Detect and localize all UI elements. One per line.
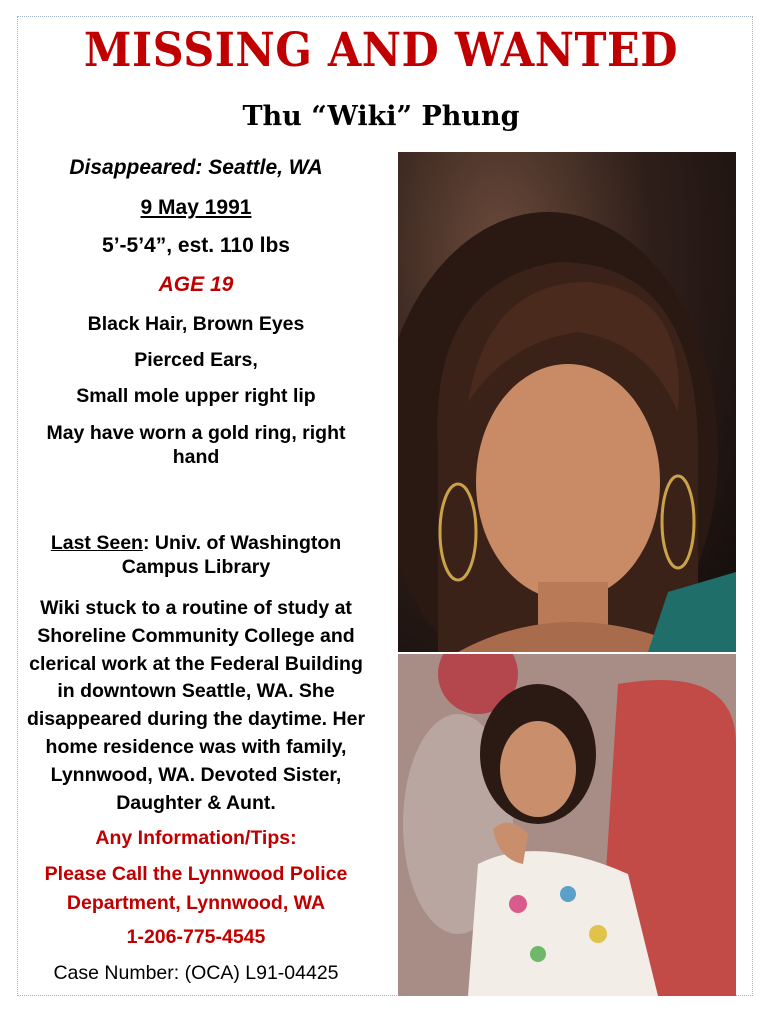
disappeared-date: 9 May 1991	[140, 196, 252, 219]
last-seen-label: Last Seen	[50, 532, 143, 554]
poster-title: MISSING AND WANTED	[83, 23, 679, 78]
ring-description: May have worn a gold ring, right hand	[46, 422, 346, 468]
height-weight: 5’-5’4”, est. 110 lbs	[102, 234, 290, 257]
pierced-ears: Pierced Ears,	[134, 349, 258, 371]
person-name: Thu “Wiki” Phung	[242, 101, 520, 132]
disappeared-location: Disappeared: Seattle, WA	[69, 156, 323, 179]
last-seen-value: : Univ. of Washington Campus Library	[121, 532, 342, 578]
tips-label: Any Information/Tips:	[95, 827, 297, 849]
last-seen	[22, 531, 370, 579]
portrait-photo	[398, 152, 736, 652]
hair-eyes: Black Hair, Brown Eyes	[87, 313, 305, 335]
call-instructions: Please Call the Lynnwood Police Department, Lynnwood, WA	[44, 863, 348, 914]
seated-photo	[398, 654, 736, 996]
age: AGE 19	[158, 273, 234, 296]
phone-number: 1-206-775-4545	[126, 926, 266, 948]
case-number: Case Number: (OCA) L91-04425	[53, 962, 339, 984]
story-paragraph: Wiki stuck to a routine of study at Shoreline Community College and clerical work at the Federal Building in downtown Seattle, WA. She disappeared during the daytime. Her home residence was with family, Lynnwood, WA. Devoted Sister, Daughter & Aunt.	[26, 597, 366, 814]
mole-description: Small mole upper right lip	[76, 385, 316, 407]
